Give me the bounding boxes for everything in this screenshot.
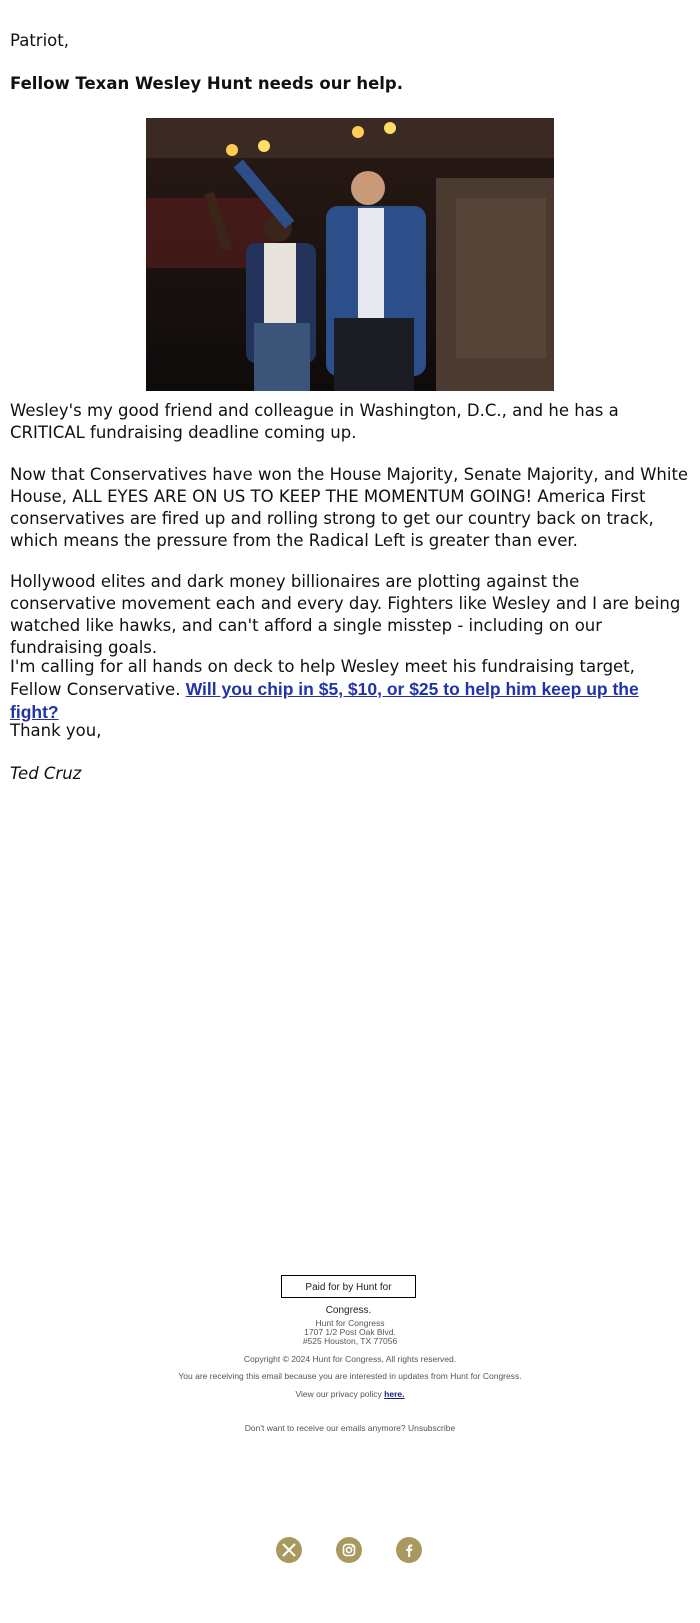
headline: Fellow Texan Wesley Hunt needs our help. (10, 74, 403, 93)
signature: Ted Cruz (10, 764, 82, 783)
paragraph-4 (10, 656, 690, 724)
footer-org: Hunt for Congress (315, 1318, 385, 1328)
privacy-link[interactable]: here. (384, 1389, 405, 1399)
privacy-lead: View our privacy policy (295, 1389, 385, 1399)
footer-copyright: Copyright © 2024 Hunt for Congress, All rights reserved. (243, 1354, 457, 1364)
paragraph-1: Wesley's my good friend and colleague in Washington, D.C., and he has a CRITICAL fundraising deadline coming up. (10, 401, 619, 442)
footer-address-2: #525 Houston, TX 77056 (302, 1336, 398, 1346)
paid-for-disclaimer: Paid for by Hunt for Congress. (281, 1275, 416, 1298)
closing: Thank you, (10, 721, 102, 740)
paragraph-3: Hollywood elites and dark money billionaires are plotting against the conservative movement each and every day. Fighters like Wesley and I are being watched like hawks, and can't afford a single misstep - including on our fundraising goals. (10, 572, 681, 657)
footer-privacy (0, 1389, 700, 1399)
footer-reason: You are receiving this email because you are interested in updates from Hunt for Congress. (178, 1371, 522, 1381)
x-icon[interactable] (276, 1537, 302, 1563)
footer-address-1: 1707 1/2 Post Oak Blvd. (304, 1327, 396, 1337)
hero-photo (146, 118, 554, 391)
greeting: Patriot, (10, 31, 69, 50)
facebook-icon[interactable] (396, 1537, 422, 1563)
unsubscribe-line[interactable]: Don't want to receive our emails anymore? Unsubscribe (244, 1423, 456, 1433)
donate-link[interactable]: Will you chip in $5, $10, or $25 to help him keep up the fight? (10, 679, 639, 722)
paragraph-4-lead: I'm calling for all hands on deck to help Wesley meet his fundraising target, Fellow Conservative. (10, 657, 635, 699)
instagram-icon[interactable] (336, 1537, 362, 1563)
paragraph-2: Now that Conservatives have won the House Majority, Senate Majority, and White House, ALL EYES ARE ON US TO KEEP THE MOMENTUM GOING! America First conservatives are fired up and rolling strong to get our country back on track, which means the pressure from the Radical Left is greater than ever. (10, 465, 689, 550)
